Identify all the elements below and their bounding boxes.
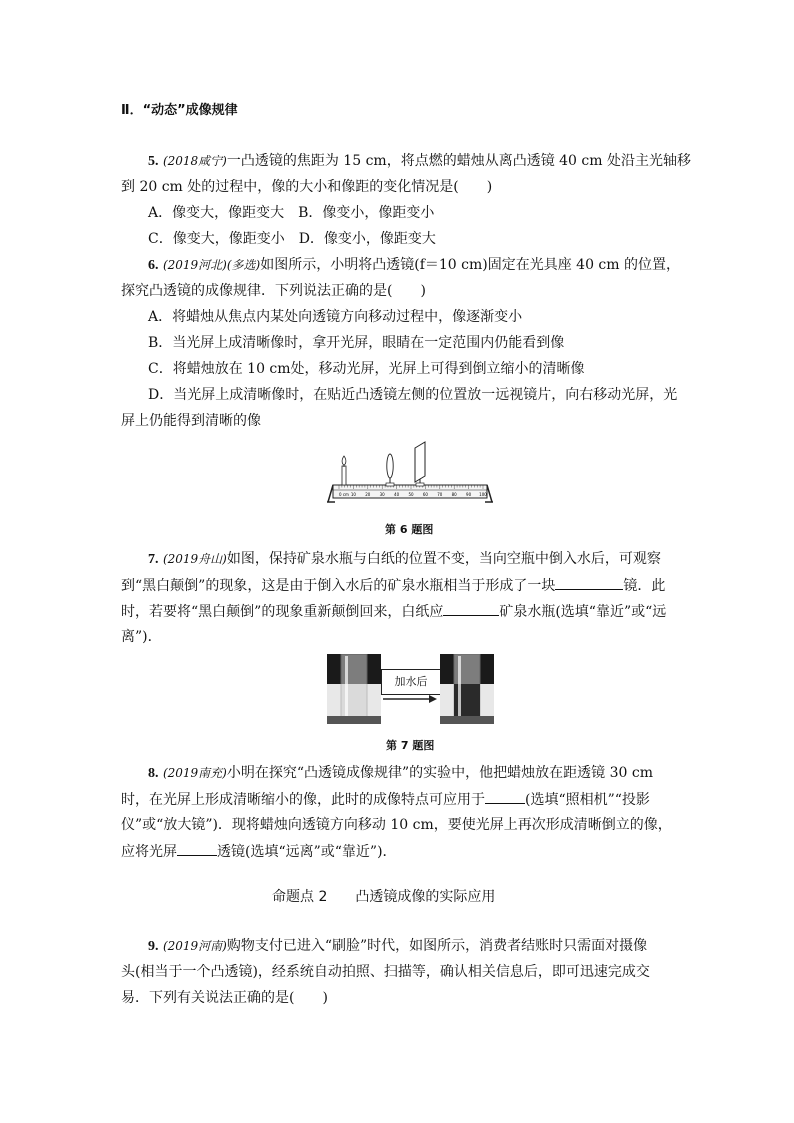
question-6-line-2: 探究凸透镜的成像规律．下列说法正确的是( ) xyxy=(121,283,426,299)
question-text: 一凸透镜的焦距为 15 cm，将点燃的蜡烛从离凸透镜 40 cm 处沿主光轴移 xyxy=(226,153,691,169)
question-text: 矿泉水瓶(选填“靠近”或“远 xyxy=(499,604,667,620)
answer-blank[interactable] xyxy=(443,601,499,616)
question-text: (选填“照相机”“投影 xyxy=(525,792,650,808)
question-7-line-2 xyxy=(121,575,665,596)
right-arrow-icon xyxy=(381,693,439,705)
question-text: 到“黑白颠倒”的现象，这是由于倒入水后的矿泉水瓶相当于形成了一块 xyxy=(121,578,556,594)
question-6-option-d-line-1: D．当光屏上成清晰像时，在贴近凸透镜左侧的位置放一远视镜片，向右移动光屏，光 xyxy=(148,387,678,403)
convex-lens-icon xyxy=(386,454,394,486)
question-text: 时，在光屏上形成清晰缩小的像，此时的成像特点可应用于 xyxy=(121,792,485,808)
question-text: 购物支付已进入“刷脸”时代，如图所示，消费者结账时只需面对摄像 xyxy=(226,938,648,954)
question-source: (2019南充) xyxy=(162,766,227,780)
question-9-line-3: 易．下列有关说法正确的是( ) xyxy=(121,990,328,1006)
question-5-options-ab: A．像变大，像距变大 B．像变小，像距变小 xyxy=(148,205,435,221)
ruler-label: 20 xyxy=(365,492,371,497)
question-number: 5. xyxy=(148,154,159,169)
question-source: (2018咸宁) xyxy=(162,154,227,168)
question-5-options-cd: C．像变大，像距变小 D．像变小，像距变大 xyxy=(148,231,436,247)
question-5-line-1 xyxy=(148,151,691,172)
question-source: (2019河北)(多选) xyxy=(162,258,261,272)
question-text: 镜．此 xyxy=(623,578,666,594)
question-text: 透镜(选填“远离”或“靠近”)． xyxy=(217,844,397,860)
question-8-line-4 xyxy=(121,841,397,862)
question-6-option-d-line-2: 屏上仍能得到清晰的像 xyxy=(121,413,261,429)
question-6-option-b: B．当光屏上成清晰像时，拿开光屏，眼睛在一定范围内仍能看到像 xyxy=(148,335,565,351)
question-5-line-2: 到 20 cm 处的过程中，像的大小和像距的变化情况是( ) xyxy=(121,179,493,195)
question-source: (2019舟山) xyxy=(162,552,227,566)
question-number: 7. xyxy=(148,552,159,567)
answer-blank[interactable] xyxy=(485,789,525,804)
ruler-label: 10 xyxy=(350,492,356,497)
question-source: (2019河南) xyxy=(162,939,227,953)
light-screen-icon xyxy=(415,442,425,486)
ruler-label: 0 cm xyxy=(339,492,349,497)
ruler-label: 50 xyxy=(408,492,414,497)
question-text: 小明在探究“凸透镜成像规律”的实验中，他把蜡烛放在距透镜 30 cm xyxy=(226,765,654,781)
ruler-label: 80 xyxy=(451,492,457,497)
question-6-option-a: A．将蜡烛从焦点内某处向透镜方向移动过程中，像逐渐变小 xyxy=(148,309,523,325)
question-number: 9. xyxy=(148,939,159,954)
candle-icon xyxy=(342,456,346,485)
topic-heading: 命题点 2 凸透镜成像的实际应用 xyxy=(272,889,496,905)
ruler-label: 70 xyxy=(437,492,443,497)
question-8-line-2 xyxy=(121,789,650,810)
question-7-line-1 xyxy=(148,549,661,570)
question-number: 8. xyxy=(148,766,159,781)
bottle-after-photo xyxy=(440,654,494,724)
question-7-line-4: 离”)． xyxy=(121,629,162,645)
question-6-option-c: C．将蜡烛放在 10 cm处，移动光屏，光屏上可得到倒立缩小的清晰像 xyxy=(148,361,585,377)
question-text: 时，若要将“黑白颠倒”的现象重新颠倒回来，白纸应 xyxy=(121,604,444,620)
arrow-label: 加水后 xyxy=(394,675,428,688)
question-text: 应将光屏 xyxy=(121,844,177,860)
question-8-line-3: 仪”或“放大镜”)．现将蜡烛向透镜方向移动 10 cm，要使光屏上再次形成清晰倒立的像， xyxy=(121,817,672,833)
figure-7-caption: 第 7 题图 xyxy=(386,739,435,752)
answer-blank[interactable] xyxy=(555,575,623,590)
question-7-line-3 xyxy=(121,601,666,622)
question-text: 如图所示，小明将凸透镜(f＝10 cm)固定在光具座 40 cm 的位置， xyxy=(260,257,681,273)
question-9-line-1 xyxy=(148,936,647,957)
ruler-label: 100 xyxy=(479,492,487,497)
question-number: 6. xyxy=(148,258,159,273)
question-text: 如图，保持矿泉水瓶与白纸的位置不变，当向空瓶中倒入水后，可观察 xyxy=(226,551,661,567)
figure-6-caption: 第 6 题图 xyxy=(385,523,434,536)
ruler-label: 90 xyxy=(466,492,472,497)
answer-blank[interactable] xyxy=(177,841,217,856)
ruler-label: 30 xyxy=(379,492,385,497)
bottle-before-photo xyxy=(327,654,381,724)
ruler-label: 60 xyxy=(422,492,428,497)
ruler-label: 40 xyxy=(394,492,400,497)
optical-bench-figure xyxy=(325,438,495,506)
arrow-label-box xyxy=(381,669,441,695)
question-8-line-1 xyxy=(148,763,653,784)
section-title: Ⅱ．“动态”成像规律 xyxy=(121,103,238,118)
question-9-line-2: 头(相当于一个凸透镜)，经系统自动拍照、扫描等，确认相关信息后，即可迅速完成交 xyxy=(121,964,650,980)
question-6-line-1 xyxy=(148,255,680,276)
